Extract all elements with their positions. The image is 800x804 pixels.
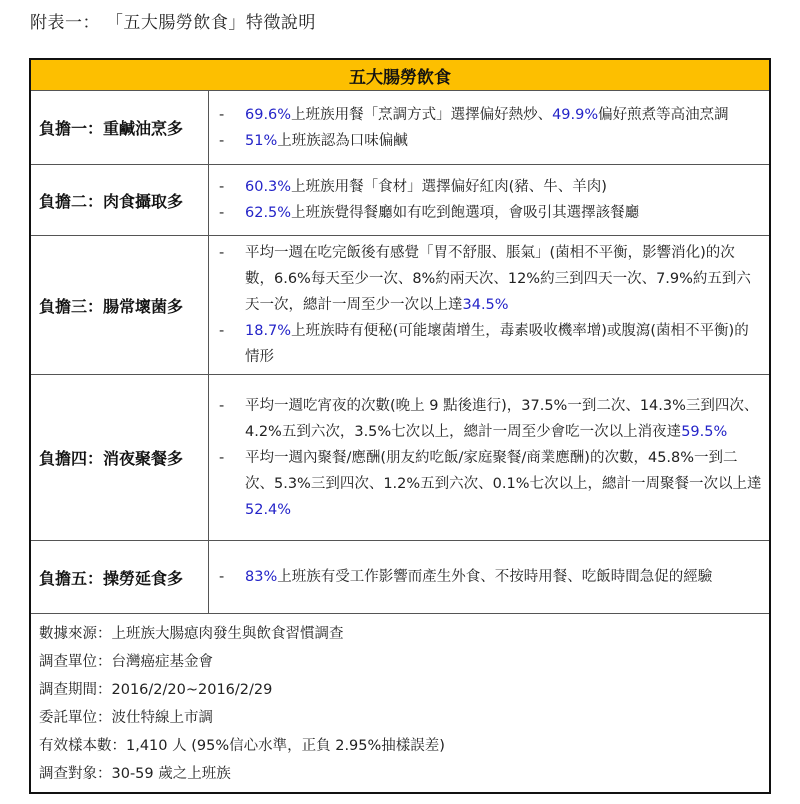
meta-client: 委託單位：波仕特線上市調 (39, 710, 213, 726)
bullet-text (245, 128, 763, 154)
meta-period: 調查期間：2016/2/20~2016/2/29 (39, 682, 273, 698)
bullet-dash: - (219, 179, 225, 195)
survey-info (31, 614, 769, 788)
bullet-item (219, 102, 763, 128)
bullet-dash: - (219, 132, 225, 149)
text-segment: 上班族用餐「烹調方式」選擇偏好熱炒、 (291, 106, 553, 123)
row-label: 負擔三：腸常壞菌多 (31, 236, 209, 374)
bullet-dash: - (219, 245, 225, 261)
table-row (31, 165, 769, 236)
highlight-percent: 83% (245, 569, 278, 585)
text-segment: 平均一週在吃完飯後有感覺「胃不舒服、脹氣」(菌相不平衡，影響消化)的次數，6.6%每天至少一次、8%約兩天次、12%約三到四天一次、7.9%約五到六天一次，總計一周至少一次以上達 (245, 245, 751, 313)
bullet-text (245, 174, 763, 200)
text-segment: 上班族覺得餐廳如有吃到飽選項，會吸引其選擇該餐廳 (291, 205, 640, 221)
bullet-text (245, 564, 763, 590)
bullet-item (219, 240, 763, 318)
bullet-text (245, 102, 763, 128)
bullet-text (245, 240, 763, 318)
table-row (31, 541, 769, 614)
bullet-text (245, 445, 763, 523)
table-row (31, 91, 769, 165)
bullet-text (245, 318, 763, 370)
text-segment: 上班族認為口味偏鹹 (277, 132, 408, 149)
bullet-text (245, 200, 763, 226)
text-segment: 平均一週內聚餐/應酬(朋友約吃飯/家庭聚餐/商業應酬)的次數，45.8%一到二次、5.3%三到四次、1.2%五到六次、0.1%七次以上，總計一周聚餐一次以上達 (245, 449, 762, 492)
highlight-percent: 59.5% (681, 423, 728, 440)
meta-target: 調查對象：30-59 歲之上班族 (39, 766, 231, 782)
row-label: 負擔二：肉食攝取多 (31, 165, 209, 235)
bullet-item (219, 564, 763, 590)
row-content (209, 91, 769, 164)
features-table (29, 58, 771, 794)
text-segment: 偏好煎煮等高油烹調 (598, 106, 729, 123)
bullet-item (219, 200, 763, 226)
row-content (209, 236, 769, 374)
bullet-item (219, 318, 763, 370)
bullet-dash: - (219, 397, 225, 414)
highlight-percent: 51% (245, 132, 278, 149)
highlight-percent: 34.5% (462, 297, 509, 313)
highlight-percent: 69.6% (245, 106, 292, 123)
text-segment: 上班族時有便秘(可能壞菌增生，毒素吸收機率增)或腹瀉(菌相不平衡)的情形 (245, 323, 749, 365)
meta-sample: 有效樣本數：1,410 人 (95%信心水準，正負 2.95%抽樣誤差) (39, 738, 445, 754)
highlight-percent: 62.5% (245, 205, 292, 221)
bullet-item (219, 445, 763, 523)
highlight-percent: 18.7% (245, 323, 292, 339)
highlight-percent: 49.9% (552, 106, 599, 123)
bullet-item (219, 393, 763, 445)
bullet-dash: - (219, 323, 225, 339)
text-segment: 上班族用餐「食材」選擇偏好紅肉(豬、牛、羊肉) (291, 179, 607, 195)
table-title: 五大腸勞飲食 (31, 60, 769, 91)
row-content (209, 375, 769, 540)
highlight-percent: 52.4% (245, 501, 292, 518)
bullet-item (219, 174, 763, 200)
bullet-dash: - (219, 449, 225, 466)
bullet-dash: - (219, 569, 225, 585)
bullet-item (219, 128, 763, 154)
table-row (31, 236, 769, 375)
row-label: 負擔四：消夜聚餐多 (31, 375, 209, 540)
row-content (209, 165, 769, 235)
bullet-dash: - (219, 205, 225, 221)
text-segment: 上班族有受工作影響而產生外食、不按時用餐、吃飯時間急促的經驗 (277, 569, 713, 585)
row-label: 負擔五：操勞延食多 (31, 541, 209, 613)
meta-source: 數據來源：上班族大腸瘜肉發生與飲食習慣調查 (39, 626, 344, 642)
meta-unit: 調查單位：台灣癌症基金會 (39, 654, 213, 670)
row-label: 負擔一：重鹹油烹多 (31, 91, 209, 164)
row-content (209, 541, 769, 613)
table-row (31, 375, 769, 541)
bullet-dash: - (219, 106, 225, 123)
table-caption: 附表一： 「五大腸勞飲食」特徵說明 (30, 13, 316, 33)
text-segment: 平均一週吃宵夜的次數(晚上 9 點後進行)，37.5%一到二次、14.3%三到四次、4.2%五到六次，3.5%七次以上，總計一周至少會吃一次以上消夜達 (245, 397, 759, 440)
highlight-percent: 60.3% (245, 179, 292, 195)
bullet-text (245, 393, 763, 445)
